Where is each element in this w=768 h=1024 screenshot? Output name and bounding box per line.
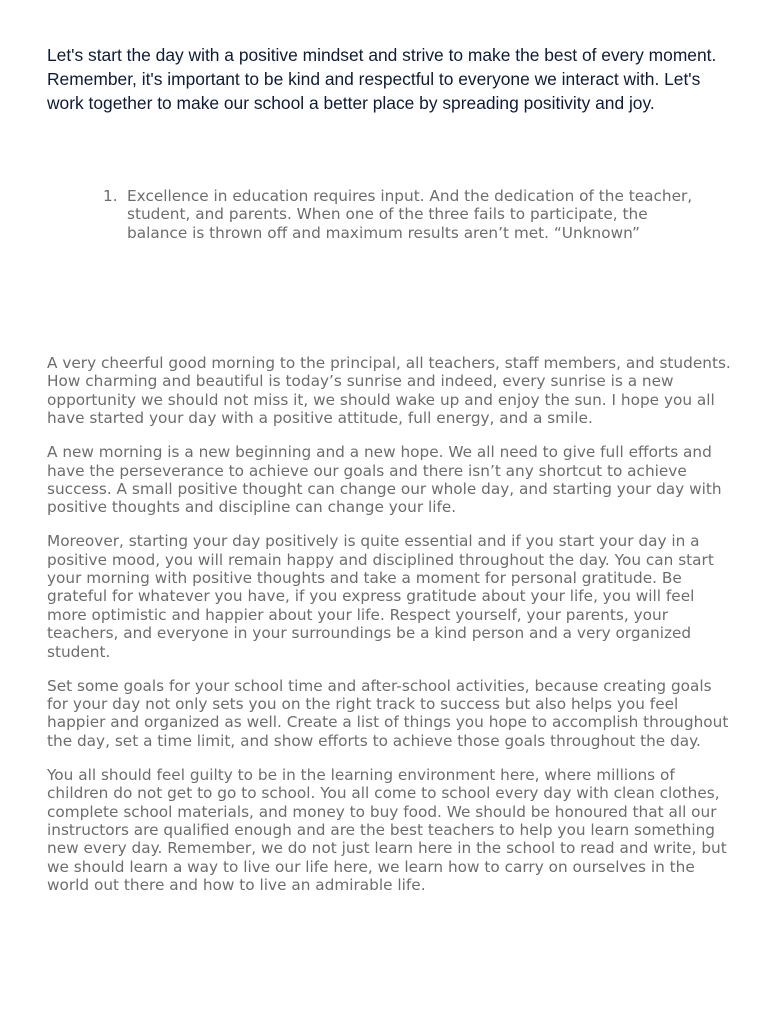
quote-item bbox=[103, 187, 707, 242]
body-text bbox=[47, 354, 737, 910]
quote-list bbox=[103, 187, 707, 242]
quote-number: 1. bbox=[103, 187, 118, 205]
body-paragraph: Moreover, starting your day positively is quite essential and if you start your day in a positive mood, you will remain happy and disciplined throughout the day. You can start your morning with positive thoughts and take a moment for personal gratitude. Be grateful for whatever you have, if you express gratitude about your life, you will feel more optimistic and happier about your life. Respect yourself, your parents, your teachers, and everyone in your surroundings be a kind person and a very organized student. bbox=[47, 532, 714, 661]
body-paragraph: You all should feel guilty to be in the learning environment here, where millions of children do not get to go to school. You all come to school every day with clean clothes, complete school materials, and money to buy food. We should be honoured that all our instructors are qualified enough and are the best teachers to help you learn something new every day. Remember, we do not just learn here in the school to read and write, but we should learn a way to live our life here, we learn how to carry on ourselves in the world out there and how to live an admirable life. bbox=[47, 765, 727, 895]
body-paragraph: A very cheerful good morning to the principal, all teachers, staff members, and students. How charming and beautiful is today’s sunrise and indeed, every sunrise is a new opportunity we should not miss it, we should wake up and enjoy the sun. I hope you all have started your day with a positive attitude, full energy, and a smile. bbox=[47, 354, 731, 428]
body-paragraph: A new morning is a new beginning and a new hope. We all need to give full efforts and have the perseverance to achieve our goals and there isn’t any shortcut to achieve success. A small positive thought can change our whole day, and starting your day with positive thoughts and discipline can change your life. bbox=[47, 443, 722, 517]
body-paragraph: Set some goals for your school time and after-school activities, because creating goals for your day not only sets you on the right track to success but also helps you feel happier and organized as well. Create a list of things you hope to accomplish throughout the day, set a time limit, and show efforts to achieve those goals throughout the day. bbox=[47, 676, 729, 750]
intro-paragraph: Let's start the day with a positive mindset and strive to make the best of every moment. Remember, it's important to be kind and respectful to everyone we interact with. Let's work together to make our school a better place by spreading positivity and joy. bbox=[47, 45, 717, 113]
quote-text: Excellence in education requires input. And the dedication of the teacher, student, and parents. When one of the three fails to participate, the balance is thrown off and maximum results aren’t met. “Unknown” bbox=[127, 187, 693, 242]
